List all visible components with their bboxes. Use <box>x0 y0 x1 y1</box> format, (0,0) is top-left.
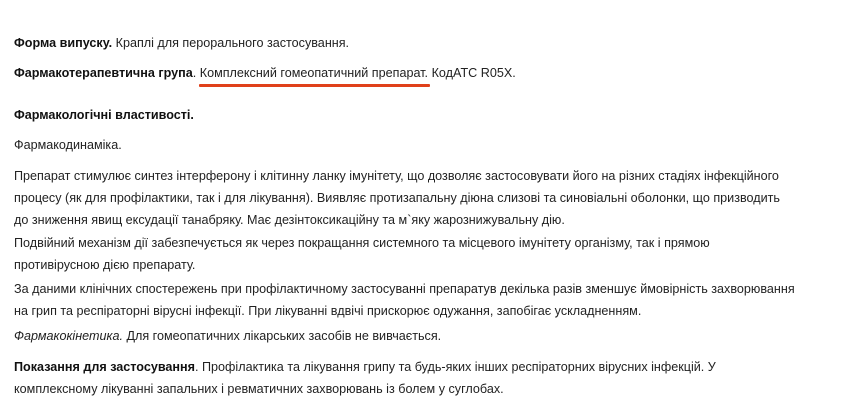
indications-paragraph <box>14 356 804 400</box>
pharmacological-properties-heading <box>14 104 804 126</box>
paragraph-line: на грип та респіраторні вірусні інфекції. При лікуванні вдвічі прискорює одужання, запобігає ускладненням. <box>14 304 642 318</box>
pharmacokinetics-text: Для гомеопатичних лікарських засобів не вивчається. <box>126 329 442 343</box>
red-underline-annotation <box>199 84 430 87</box>
indications-line-1 <box>14 356 804 378</box>
pharmacokinetics-label: Фармакокінетика. <box>14 329 123 343</box>
pharmacodynamics-label: Фармакодинаміка. <box>14 138 122 152</box>
highlighted-group-text <box>200 62 428 84</box>
pharmacotherapeutic-group-paragraph <box>14 62 804 84</box>
paragraph-line: Препарат стимулює синтез інтерферону і клітинну ланку імунітету, що дозволяє застосовувати його на різних стадіях інфекційного <box>14 169 779 183</box>
paragraph-line: За даними клінічних спостережень при профілактичному застосуванні препаратув декілька разів зменшує ймовірність захворювання <box>14 282 795 296</box>
pharmacokinetics-paragraph <box>14 325 804 347</box>
pharmacotherapeutic-group-label: Фармакотерапевтична група <box>14 66 193 80</box>
release-form-paragraph <box>14 32 804 54</box>
description-paragraph-1 <box>14 165 804 231</box>
paragraph-line: противірусною дією препарату. <box>14 258 196 272</box>
description-paragraph-3 <box>14 278 804 322</box>
release-form-label: Форма випуску. <box>14 36 113 50</box>
indications-text-2: комплексному лікуванні запальних і ревматичних захворювань із болем у суглобах. <box>14 382 504 396</box>
highlighted-group-text-content: Комплексний гомеопатичний препарат. <box>199 66 429 80</box>
pharmacotherapeutic-group-dot: . <box>192 66 197 80</box>
paragraph-line: Подвійний механізм дії забезпечується як через покращання системного та місцевого імунітету організму, так і прямою <box>14 236 710 250</box>
atc-code-text: КодATC R05X. <box>431 66 516 80</box>
release-form-text: Краплі для перорального застосування. <box>115 36 350 50</box>
description-paragraph-2 <box>14 232 804 276</box>
paragraph-line: до зниження явищ ексудації танабряку. Має дезінтоксикаційну та м`яку жарознижувальну дію. <box>14 213 565 227</box>
indications-label: Показання для застосування <box>14 360 195 374</box>
pharmacodynamics-heading <box>14 134 804 156</box>
pharmacological-properties-label: Фармакологічні властивості. <box>14 108 194 122</box>
paragraph-line: процесу (як для профілактики, так і для лікування). Виявляє протизапальну діюна слизові та синовіальні оболонки, що призводить <box>14 191 780 205</box>
indications-text-1: . Профілактика та лікування грипу та будь-яких інших респіраторних вірусних інфекцій. У <box>195 360 716 374</box>
